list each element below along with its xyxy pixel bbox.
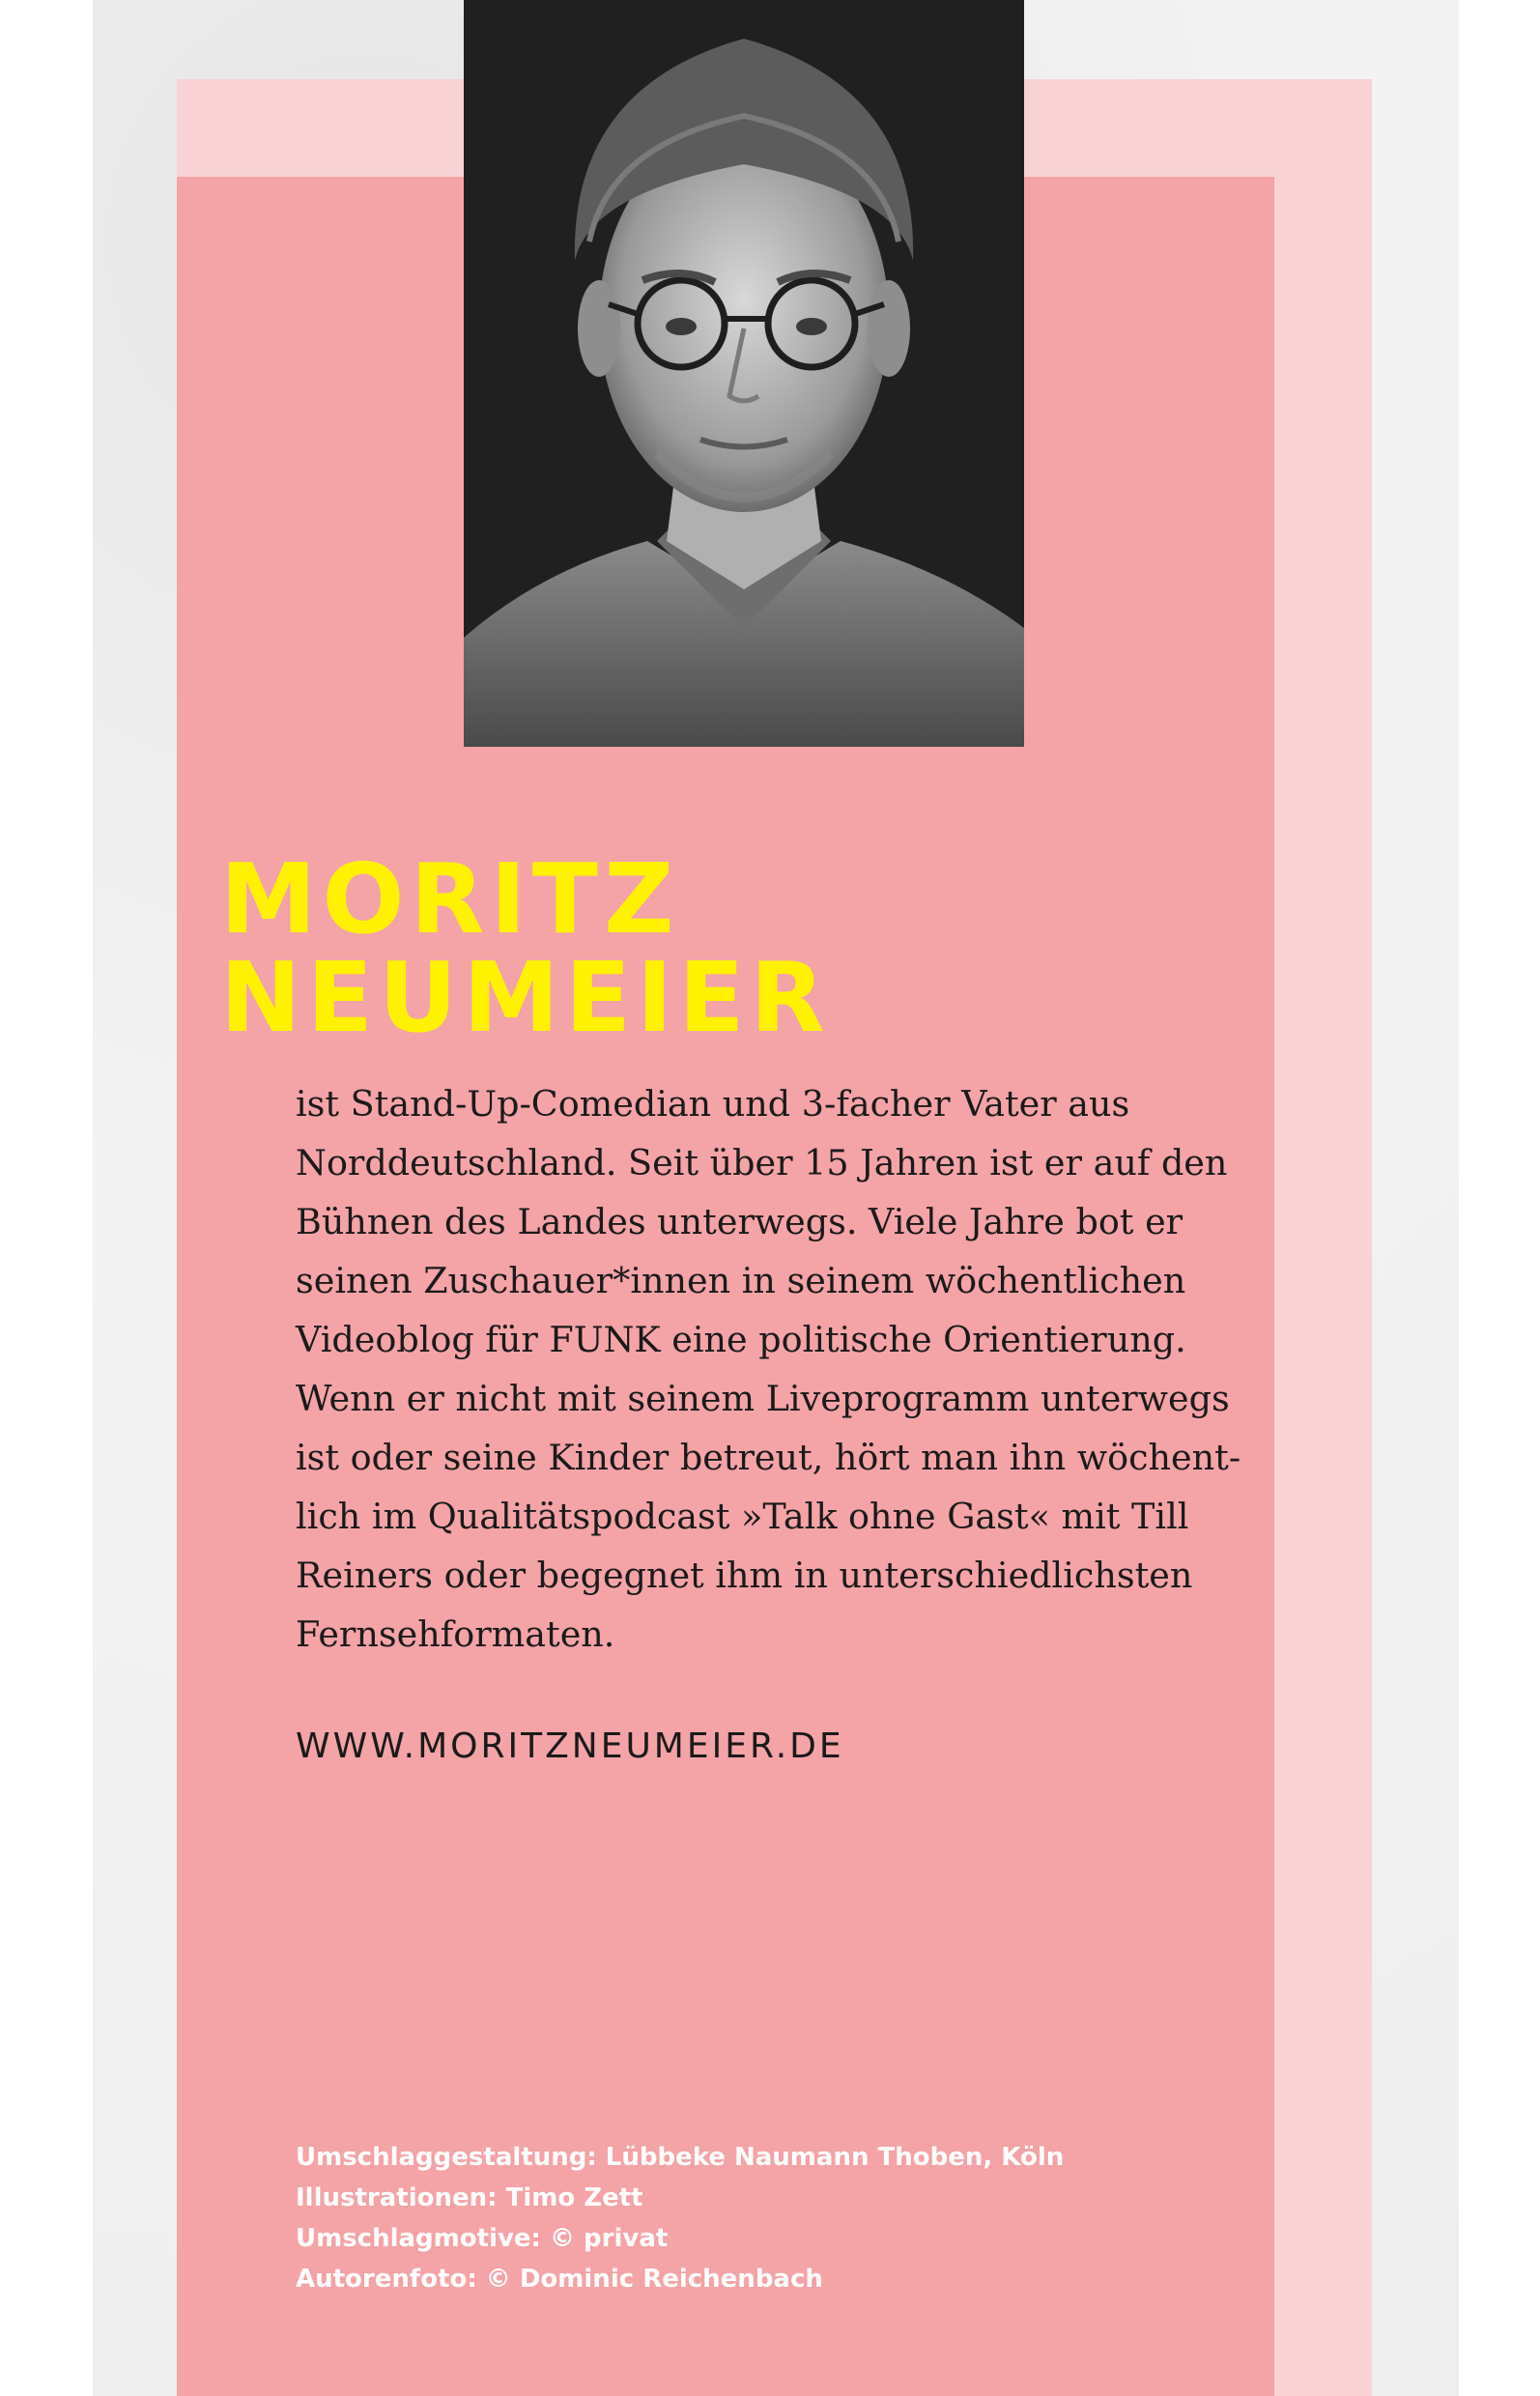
credit-line: Illustrationen: Timo Zett <box>296 2183 643 2212</box>
cover-credits <box>296 2137 1064 2299</box>
author-portrait-illustration <box>464 0 1024 747</box>
bio-line: ist oder seine Kinder betreut, hört man ihn wöchent- <box>296 1437 1241 1478</box>
author-first-name: MORITZ <box>220 842 680 956</box>
bio-line: Fernsehformaten. <box>296 1613 615 1655</box>
bio-line: Reiners oder begegnet ihm in unterschiedlichsten <box>296 1555 1193 1596</box>
bio-line: seinen Zuschauer*innen in seinem wöchentlichen <box>296 1260 1186 1301</box>
bio-line: Wenn er nicht mit seinem Liveprogramm unterwegs <box>296 1378 1230 1419</box>
author-last-name: NEUMEIER <box>220 941 831 1054</box>
author-name <box>220 842 831 1054</box>
author-bio <box>296 1074 1262 1664</box>
author-website: WWW.MORITZNEUMEIER.DE <box>296 1726 844 1766</box>
credit-line: Umschlaggestaltung: Lübbeke Naumann Thoben, Köln <box>296 2143 1065 2172</box>
bio-line: Bühnen des Landes unterwegs. Viele Jahre bot er <box>296 1201 1184 1242</box>
credit-line: Umschlagmotive: © privat <box>296 2224 669 2253</box>
author-photo <box>464 0 1024 747</box>
bio-line: lich im Qualitätspodcast »Talk ohne Gast« mit Till <box>296 1496 1189 1537</box>
bio-line: Norddeutschland. Seit über 15 Jahren ist er auf den <box>296 1142 1228 1184</box>
bio-line: ist Stand-Up-Comedian und 3-facher Vater aus <box>296 1083 1130 1125</box>
credit-line: Autorenfoto: © Dominic Reichenbach <box>296 2265 823 2294</box>
bio-line: Videoblog für FUNK eine politische Orientierung. <box>296 1319 1186 1360</box>
